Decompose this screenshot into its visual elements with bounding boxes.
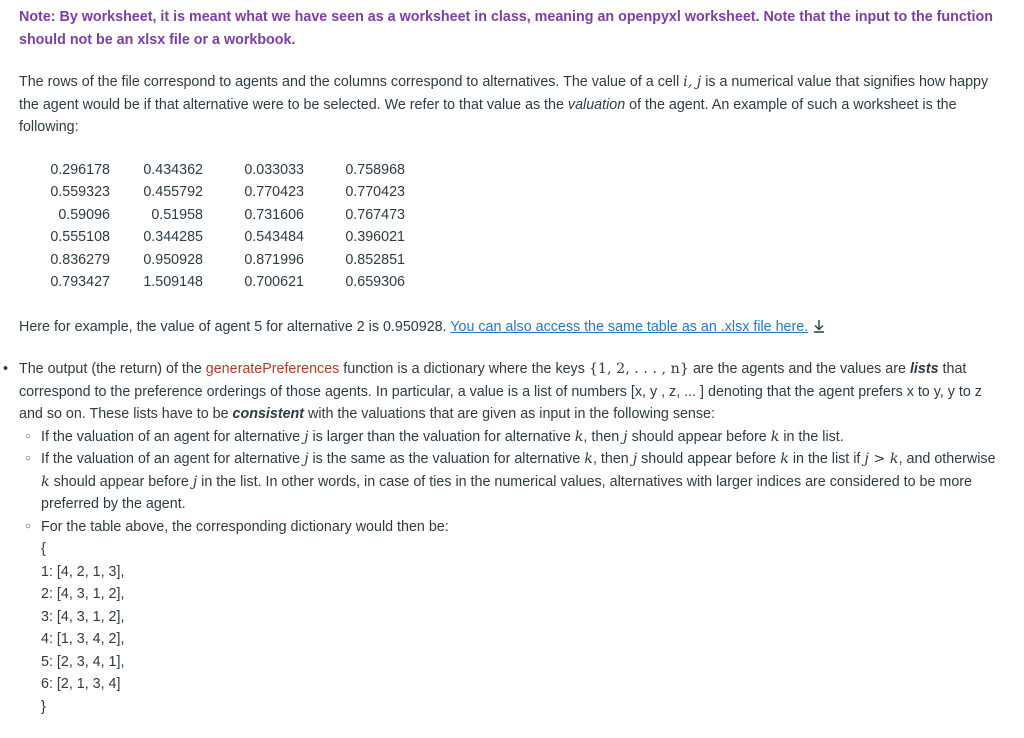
table-cell: 0.344285 <box>143 229 203 245</box>
rule1-j2: j <box>623 428 628 445</box>
table-row <box>44 159 405 182</box>
rule2-text-g: should appear before <box>49 473 193 490</box>
output-text-2: function is a dictionary where the keys <box>339 361 589 377</box>
keys-math: {1, 2, . . . , n} <box>588 361 689 377</box>
dict-close-brace: } <box>41 698 46 715</box>
table-cell: 0.51958 <box>151 206 203 223</box>
rule2-text-c: , then <box>592 451 633 467</box>
rule1-text-c: , then <box>583 428 624 445</box>
table-row <box>44 249 405 272</box>
rule2-text-f: , and otherwise <box>898 451 996 467</box>
table-cell: 0.950928 <box>143 251 203 268</box>
valuation-term: valuation <box>567 96 626 113</box>
table-cell: 0.396021 <box>345 229 405 245</box>
consistent-term: consistent <box>232 406 305 422</box>
example-text: Here for example, the value of agent 5 for alternative 2 is 0.950928. <box>19 318 451 335</box>
table-row <box>44 204 405 227</box>
rule2-k: k <box>584 451 593 467</box>
download-icon[interactable] <box>812 318 826 332</box>
intro-text-1: The rows of the file correspond to agents and the columns correspond to alternatives. The value of a cell <box>19 74 684 90</box>
rule1-text-b: is larger than the valuation for alternative <box>308 428 575 445</box>
table-cell: 0.793427 <box>50 274 110 290</box>
table-cell: 0.767473 <box>345 206 405 223</box>
dict-line: 3: [4, 3, 1, 2], <box>41 608 125 625</box>
rule-larger <box>41 426 1006 449</box>
table-cell: 0.758968 <box>345 161 405 178</box>
rule1-k: k <box>574 428 584 445</box>
rule1-j: j <box>304 428 309 445</box>
dict-line: 5: [2, 3, 4, 1], <box>41 653 125 670</box>
dict-line: 1: [4, 2, 1, 3], <box>41 563 125 580</box>
function-name: generatePreferences <box>205 361 340 377</box>
table-row <box>44 271 405 294</box>
intro-paragraph <box>19 71 1006 139</box>
table-cell: 0.731606 <box>244 206 304 223</box>
rule2-text-d: should appear before <box>637 451 781 467</box>
intro-text-2: is a numerical value that signifies how happy the agent would be if that alternative were to be selected. We refer to that value as the <box>19 74 989 113</box>
note-paragraph: Note: By worksheet, it is meant what we have seen as a worksheet in class, meaning an openpyxl worksheet. Note that the input to the function should not be an xlsx file or a workbook. <box>19 9 993 48</box>
rule-tie <box>41 448 1006 516</box>
dict-line: 6: [2, 1, 3, 4] <box>41 676 121 692</box>
rule2-k3: k <box>41 473 50 490</box>
lists-term: lists <box>909 361 939 377</box>
table-cell: 0.770423 <box>345 184 405 200</box>
table-cell: 0.555108 <box>50 229 110 245</box>
table-cell: 0.455792 <box>143 184 203 200</box>
table-cell: 0.296178 <box>50 161 110 178</box>
xlsx-download-link[interactable]: You can also access the same table as an .xlsx file here. <box>450 318 809 335</box>
rule2-text-b: is the same as the valuation for alternative <box>308 451 585 467</box>
rule1-text-d: should appear before <box>627 428 771 445</box>
intro-text-3: of the agent. An example of such a worksheet is the following: <box>19 96 957 135</box>
table-cell: 0.559323 <box>50 184 110 200</box>
table-cell: 0.59096 <box>58 206 110 223</box>
table-cell: 0.852851 <box>345 251 405 268</box>
table-cell: 0.700621 <box>244 274 304 290</box>
rule1-text-a: If the valuation of an agent for alternative <box>41 428 305 445</box>
rule1-text-e: in the list. <box>779 428 844 445</box>
table-cell: 0.434362 <box>143 161 203 178</box>
rule3-text: For the table above, the corresponding dictionary would then be: <box>41 518 449 535</box>
output-text-3: are the agents and the values are <box>688 361 910 377</box>
rule2-text-h: in the list. In other words, in case of ties in the numerical values, alternatives with larger indices are considered to be more preferred by the agent. <box>41 473 972 512</box>
cell-index-math: i, j <box>683 74 702 90</box>
rule2-j3: j <box>192 473 198 490</box>
output-text-5: with the valuations that are given as input in the following sense: <box>304 406 715 422</box>
table-cell: 0.871996 <box>244 251 304 268</box>
output-text-1: The output (the return) of the <box>19 361 206 377</box>
example-paragraph <box>19 316 1006 339</box>
dict-open-brace: { <box>41 541 46 557</box>
rule2-j: j <box>304 451 309 467</box>
dict-line: 4: [1, 3, 4, 2], <box>41 631 125 647</box>
rule2-k2: k <box>780 451 789 467</box>
valuation-table <box>44 159 405 294</box>
table-cell: 0.033033 <box>244 161 304 178</box>
table-row <box>44 226 405 249</box>
rule2-compare-math: j > k <box>864 451 899 467</box>
rule2-text-e: in the list if <box>788 451 865 467</box>
rule1-k2: k <box>770 428 780 445</box>
table-cell: 0.770423 <box>244 184 304 200</box>
rule2-text-a: If the valuation of an agent for alternative <box>41 451 305 467</box>
table-cell: 0.659306 <box>345 274 405 290</box>
rule-example <box>41 516 1006 719</box>
dict-line: 2: [4, 3, 1, 2], <box>41 586 125 602</box>
table-cell: 1.509148 <box>143 274 203 290</box>
rule2-j2: j <box>632 451 638 467</box>
output-item <box>19 358 1006 718</box>
table-cell: 0.836279 <box>50 251 110 268</box>
table-row <box>44 181 405 204</box>
output-list <box>19 358 1006 718</box>
output-text-4: that correspond to the preference orderings of those agents. In particular, a value is a list of numbers [x, y , z, ... ] denoting that the agent prefers x to y, y to z and so on. These lists have to be <box>19 361 982 422</box>
example-dictionary <box>41 538 1006 718</box>
rules-list <box>19 426 1006 719</box>
table-cell: 0.543484 <box>244 229 304 245</box>
